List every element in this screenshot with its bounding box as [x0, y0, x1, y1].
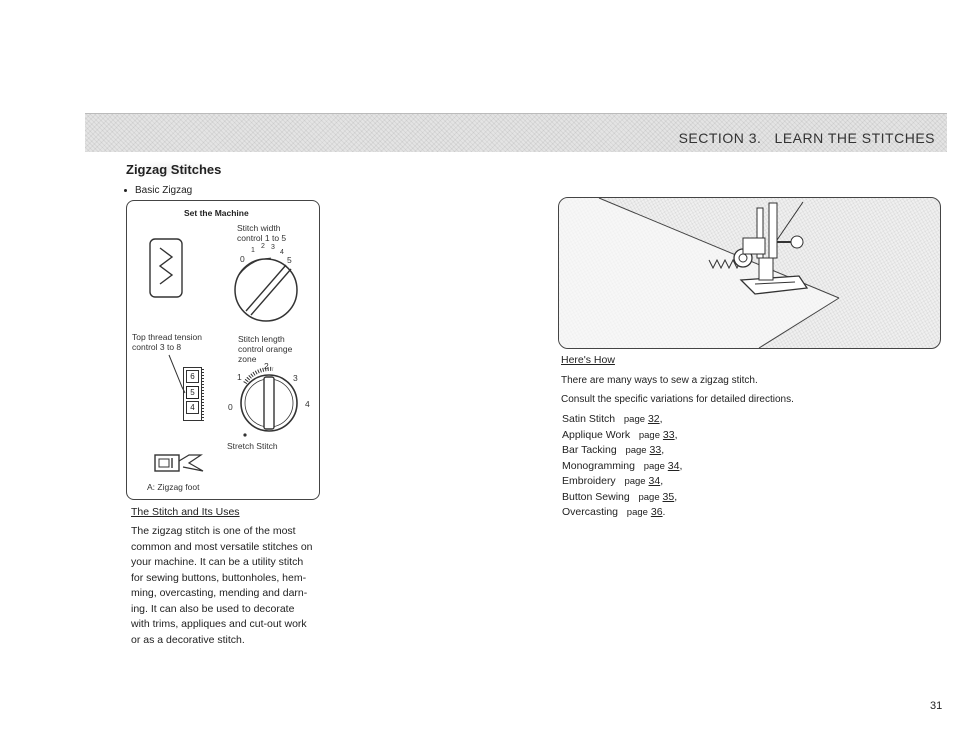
subheading-text: Basic Zigzag — [135, 185, 193, 196]
stitch-width-dial-icon — [231, 253, 301, 323]
variation-name: Applique Work — [562, 428, 631, 441]
page-prefix: page — [623, 414, 646, 425]
bullet-icon — [124, 189, 127, 192]
page-reference: 34 — [648, 475, 661, 487]
section-header-band — [85, 113, 947, 152]
foot-label: A: Zigzag foot — [147, 482, 200, 492]
width-dial-number: 4 — [280, 249, 284, 256]
sewing-foot-illustration — [558, 197, 941, 349]
uses-line: or as a decorative stitch. — [131, 633, 245, 646]
variation-item — [562, 505, 682, 521]
tension-number: 6 — [186, 370, 199, 383]
page-reference: 35 — [662, 490, 675, 503]
variation-name: Overcasting — [562, 506, 619, 518]
variation-name: Embroidery — [562, 475, 616, 487]
length-dial-number: 1 — [237, 372, 242, 382]
page-number: 31 — [930, 700, 943, 712]
zigzag-foot-icon — [153, 451, 208, 475]
stretch-stitch-label: Stretch Stitch — [227, 441, 278, 451]
item-suffix: , — [679, 459, 683, 472]
variation-name: Satin Stitch — [562, 413, 616, 425]
uses-line: for sewing buttons, buttonholes, hem- — [131, 571, 307, 584]
variation-item — [562, 428, 682, 444]
width-dial-number: 5 — [287, 255, 292, 265]
machine-settings-box — [126, 200, 320, 500]
how-intro: There are many ways to sew a zigzag stitch. — [561, 375, 758, 386]
variation-name: Bar Tacking — [562, 444, 617, 456]
variations-list — [562, 412, 682, 521]
width-label-line2: control 1 to 5 — [237, 233, 287, 243]
how-heading: Here's How — [561, 354, 615, 366]
width-dial-number: 2 — [261, 243, 265, 250]
uses-heading: The Stitch and Its Uses — [131, 506, 240, 518]
page-prefix: page — [638, 491, 660, 503]
variation-item — [562, 412, 682, 428]
presser-foot-sketch — [559, 198, 940, 348]
page-prefix: page — [625, 445, 647, 456]
length-dial-number: 4 — [305, 399, 310, 409]
machine-box-title: Set the Machine — [184, 208, 249, 218]
tension-label — [132, 332, 202, 352]
item-suffix: , — [674, 490, 678, 503]
variation-item — [562, 443, 682, 459]
uses-line: The zigzag stitch is one of the most — [131, 525, 296, 537]
tension-dial-edge — [201, 367, 204, 421]
variation-item — [562, 474, 682, 490]
length-dial-number: 3 — [293, 373, 298, 383]
variation-name: Button Sewing — [562, 490, 630, 503]
length-label-line3: zone — [238, 354, 257, 364]
width-label-line1: Stitch width — [237, 223, 281, 233]
width-dial-number: 3 — [271, 244, 275, 251]
page-reference: 33 — [662, 428, 675, 441]
page-reference: 34 — [667, 459, 680, 472]
page-prefix: page — [638, 429, 660, 441]
page-reference: 32 — [647, 413, 660, 425]
stitch-length-dial-icon — [231, 361, 307, 437]
tension-number-selected: 5 — [186, 386, 199, 399]
page-reference: 33 — [649, 444, 662, 456]
item-suffix: , — [661, 444, 665, 456]
variation-item — [562, 459, 682, 475]
tension-number: 4 — [186, 401, 199, 414]
width-dial-number: 0 — [240, 254, 245, 264]
item-suffix: , — [659, 413, 663, 425]
uses-line: common and most versatile stitches on — [131, 540, 313, 553]
page-prefix: page — [643, 460, 665, 472]
page-heading: Zigzag Stitches — [122, 160, 225, 179]
length-dial-number: 0 — [228, 402, 233, 412]
zigzag-pattern-icon — [149, 238, 183, 298]
page-prefix: page — [626, 507, 648, 518]
uses-line: ing. It can also be used to decorate — [131, 602, 295, 615]
how-consult: Consult the specific variations for detailed directions. — [561, 394, 794, 405]
tension-label-line1: Top thread tension — [132, 332, 202, 342]
width-dial-number: 1 — [251, 247, 255, 254]
subheading — [124, 185, 192, 196]
tension-label-line2: control 3 to 8 — [132, 342, 182, 352]
item-suffix: . — [662, 506, 666, 518]
length-dial-number: 2 — [264, 361, 269, 371]
length-label — [238, 334, 292, 364]
page-prefix: page — [624, 476, 646, 487]
page-reference: 36 — [650, 506, 663, 518]
width-label — [237, 223, 286, 243]
item-suffix: , — [674, 428, 678, 441]
length-label-line2: control orange — [238, 344, 293, 354]
uses-line: ming, overcasting, mending and darn- — [131, 587, 308, 599]
section-title: SECTION 3. LEARN THE STITCHES — [678, 130, 935, 146]
length-label-line1: Stitch length — [238, 334, 285, 344]
tension-dial-window — [183, 367, 202, 421]
variation-item — [562, 490, 682, 506]
item-suffix: , — [660, 475, 664, 487]
uses-line: your machine. It can be a utility stitch — [131, 556, 304, 568]
variation-name: Monogramming — [562, 459, 635, 472]
uses-paragraph — [131, 524, 331, 648]
uses-line: with trims, appliques and cut-out work — [131, 618, 307, 630]
